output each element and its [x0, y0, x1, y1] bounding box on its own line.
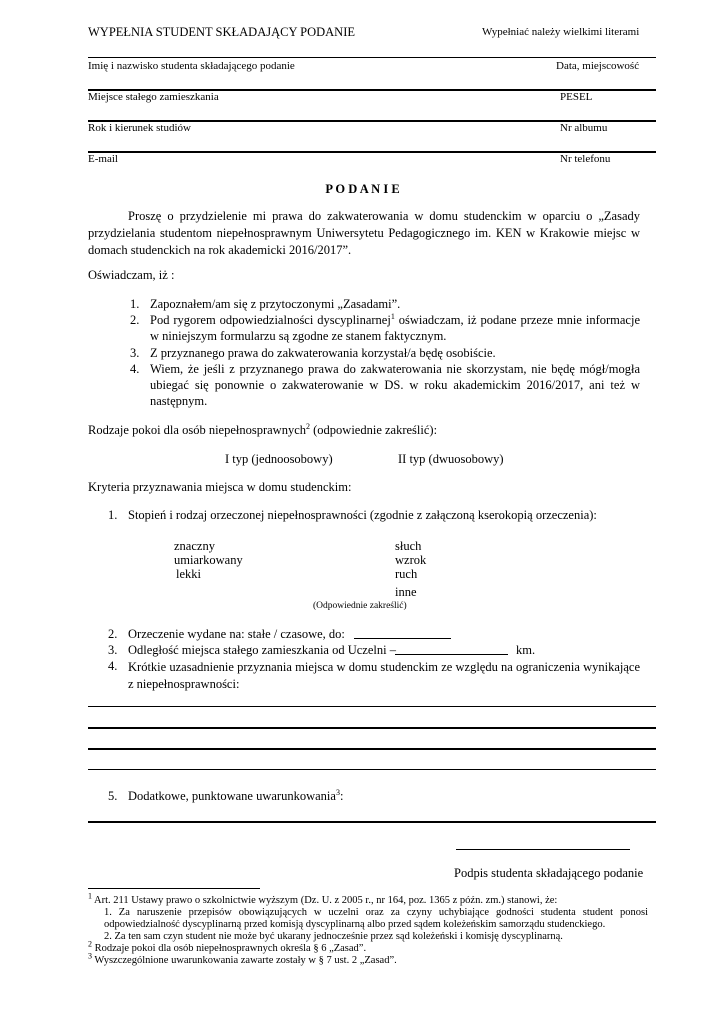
certificate-date-field[interactable] [354, 638, 451, 639]
additional-text: Dodatkowe, punktowane uwarunkowania [128, 789, 336, 803]
signature-line[interactable] [456, 849, 630, 850]
distance-field[interactable] [395, 654, 508, 655]
footnote-2 [88, 939, 648, 955]
justification-line[interactable] [88, 769, 656, 770]
criteria-heading: Kryteria przyznawania miejsca w domu studenckim: [88, 480, 352, 494]
declaration-item [130, 361, 640, 409]
footnote-ref: 1 [390, 311, 395, 321]
footnote-3 [88, 951, 648, 967]
room-types-text: Rodzaje pokoi dla osób niepełnosprawnych [88, 423, 307, 437]
criterion-text [128, 789, 343, 804]
footnote-text: Art. 211 Ustawy prawo o szkolnictwie wyższym (Dz. U. z 2005 r., nr 164, poz. 1365 z późn. zm.) stanowi, że: [92, 895, 558, 906]
footnote-mark: 3 [88, 951, 92, 961]
criterion-text: Odległość miejsca stałego zamieszkania od Uczelni – [128, 643, 396, 657]
item-text: Zapoznałem/am się z przytoczonymi „Zasadami”. [150, 297, 401, 311]
field-label-date: Data, miejscowość [556, 60, 640, 72]
room-option-single[interactable]: I typ (jednoosobowy) [225, 452, 333, 466]
signature-label: Podpis studenta składającego podanie [454, 866, 644, 880]
room-types-label [88, 423, 437, 438]
criterion-text: Stopień i rodzaj orzeczonej niepełnosprawności (zgodnie z załączoną kserokopią orzeczenia): [128, 508, 597, 522]
distance-unit: km. [516, 643, 536, 657]
kind-option[interactable]: wzrok [395, 553, 427, 567]
footnotes [88, 891, 648, 967]
kind-option[interactable]: słuch [395, 539, 422, 553]
intro-paragraph: Proszę o przydzielenie mi prawa do zakwaterowania w domu studenckim w oparciu o „Zasady przydzielania studentom niepełnosprawnym Uniwersytetu Pedagogicznego im. KEN w Krakowie miejsc w domach studenckich na rok akademicki 2016/2017”. [88, 209, 640, 257]
field-label-album: Nr albumu [560, 122, 608, 134]
footnote-text: Rodzaje pokoi dla osób niepełnosprawnych określa § 6 „Zasad”. [92, 943, 367, 954]
field-label-name: Imię i nazwisko studenta składającego podanie [88, 60, 295, 72]
additional-line[interactable] [88, 821, 656, 823]
footnote-ref: 2 [306, 421, 311, 431]
field-label-address: Miejsce stałego zamieszkania [88, 91, 219, 103]
item-number: 1. [130, 297, 140, 311]
form-instruction: Wypełniać należy wielkimi literami [482, 26, 640, 38]
criterion-number: 1. [108, 508, 118, 522]
kind-option[interactable]: ruch [395, 567, 418, 581]
criterion-number: 4. [108, 659, 118, 673]
footnote-ref: 3 [335, 787, 340, 797]
item-text: Pod rygorem odpowiedzialności dyscyplinarnej [150, 313, 391, 327]
field-label-study: Rok i kierunek studiów [88, 122, 191, 134]
room-option-double[interactable]: II typ (dwuosobowy) [398, 452, 504, 466]
footnote-mark: 1 [88, 891, 92, 901]
criterion-number: 5. [108, 789, 118, 803]
justification-line[interactable] [88, 706, 656, 707]
page-title: P O D A N I E [325, 182, 400, 196]
room-types-text: (odpowiednie zakreślić): [310, 423, 438, 437]
item-number: 4. [130, 362, 140, 376]
degree-option[interactable]: lekki [176, 567, 201, 581]
circle-note: (Odpowiednie zakreślić) [313, 601, 407, 611]
criterion-text: Orzeczenie wydane na: stałe / czasowe, do: [128, 627, 345, 641]
item-number: 3. [130, 346, 140, 360]
field-label-pesel: PESEL [560, 91, 593, 103]
declaration-item [130, 296, 640, 312]
item-text: Z przyznanego prawa do zakwaterowania korzystał/a będę osobiście. [150, 346, 496, 360]
footnote-1-para-1: 1. Za naruszenie przepisów obowiązujących w uczelni oraz za czyny uchybiające godności studenta student ponosi odpowiedzialność dyscyplinarną przed komisją dyscyplinarną albo przed sądem koleżeńskim samorządu studenckiego. [104, 907, 648, 930]
field-line[interactable] [88, 57, 656, 58]
form-header: WYPEŁNIA STUDENT SKŁADAJĄCY PODANIE [88, 25, 356, 39]
additional-colon: : [339, 789, 344, 803]
degree-option[interactable]: umiarkowany [174, 553, 243, 567]
kind-option[interactable]: inne [395, 585, 417, 599]
justification-line[interactable] [88, 727, 656, 729]
criterion-number: 2. [108, 627, 118, 641]
criterion-text: Krótkie uzasadnienie przyznania miejsca w domu studenckim ze względu na ograniczenia wynikające z niepełnosprawności: [128, 660, 640, 691]
footnote-1 [88, 891, 648, 907]
footnote-separator [88, 888, 260, 889]
field-label-phone: Nr telefonu [560, 153, 611, 165]
footnote-1-para-2: 2. Za ten sam czyn student nie może być ukarany jednocześnie przez sąd koleżeński i komisję dyscyplinarną. [104, 931, 563, 942]
justification-line[interactable] [88, 748, 656, 750]
footnote-mark: 2 [88, 939, 92, 949]
declaration-item [130, 345, 640, 361]
footnote-text: Wyszczególnione uwarunkowania zawarte zostały w § 7 ust. 2 „Zasad”. [92, 955, 397, 966]
item-text: Wiem, że jeśli z przyznanego prawa do zakwaterowania nie skorzystam, nie będę mógł/mogła ubiegać się ponownie o zakwaterowanie w DS. w roku akademickim 2016/2017, ani też w następnym. [150, 362, 640, 408]
degree-option[interactable]: znaczny [174, 539, 215, 553]
item-text: oświadczam, iż podane przeze mnie informacje w niniejszym formularzu są zgodne ze stanem faktycznym. [150, 313, 640, 343]
declaration-item [130, 312, 640, 344]
criterion-number: 3. [108, 643, 118, 657]
field-label-email: E-mail [88, 153, 118, 165]
declare-heading: Oświadczam, iż : [88, 268, 175, 282]
item-number: 2. [130, 313, 140, 327]
